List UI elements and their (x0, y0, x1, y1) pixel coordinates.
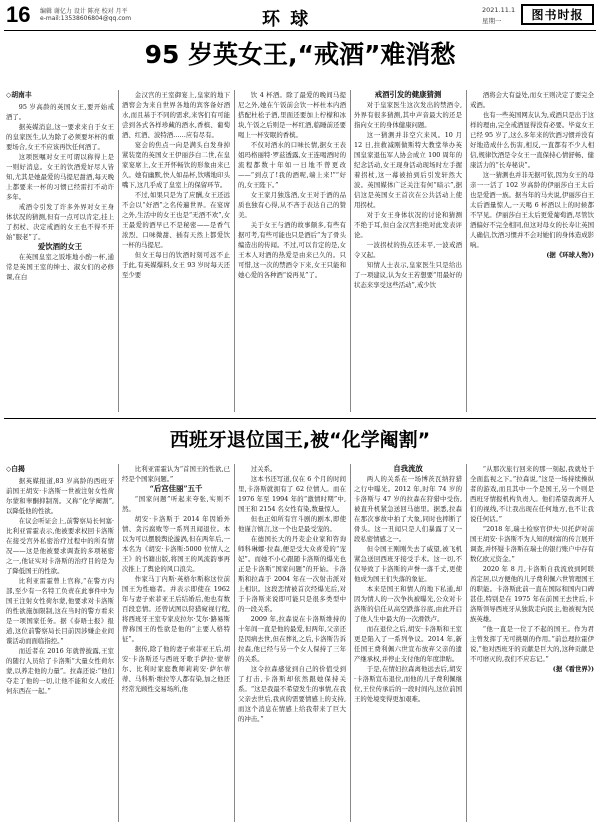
paragraph: 宴会的焦点一向是满头白发身掉紧装宽的英国女王伊丽莎白二世,在皇家宴席上,女王开怀畅饮的形象由来已久。她有幽默,快人如品杯,饮嗜地印头嘴下,这几乎成了皇室上的保留环节。 (122, 141, 230, 189)
article2-column-5 (470, 464, 594, 822)
column-divider (118, 90, 119, 412)
paragraph: 于是,在情妇拉森离他远去后,胡安·卡洛斯宣布退位,而他的儿子费利佩继位,王位传承后的一段时间内,这位前国王的处境变得更加艰难。 (354, 665, 462, 703)
paragraph: “国家问题”听起来夸张,实则不然。 (122, 495, 230, 513)
paragraph: 但女王每日的饮酒时刻可远不止于此,有英媒爆料,女王 93 岁时每天还至少要 (122, 251, 230, 279)
article2-column-2 (122, 464, 230, 822)
paragraph: 95 岁高龄的英国女王,要开始戒酒了。 (6, 103, 114, 121)
paragraph: 知情人士表示,皇家医生只是给出了一项建议,认为女王若想要“用最好的状态来享受这些活动”,戒少饮 (354, 261, 462, 289)
paragraph: 对于女王身体状况的讨论和猜测不绝于耳,但白金汉宫拒绝对此发表评论。 (354, 211, 462, 239)
column-divider (466, 90, 467, 412)
column-divider (466, 464, 467, 822)
paragraph: 也有一些英国网友认为,戒酒只是出于这样的理由,完全戒酒显得没有必要。毕竟女王已经 95 岁了,这么多年来的饮酒习惯并没有好地造成什么伤害,相反,一直都有不少人相信,规律饮酒是令女王一直保持心情舒畅、健康活力的“长寿秘诀”。 (470, 111, 594, 169)
paragraph: 据英媒报道,83 岁高龄的西班牙前国王胡安·卡洛斯一世被注射女性荷尔蒙和睾酮抑制剂。又称“化学阉割”,以降低他的性欲。 (6, 477, 114, 515)
paragraph: 金汉宫的王室御宴上,皇家的地下酒窖会为来自世界各地的宾客备好酒水,而且基于不同的需求,来客们有可能尝到各式各样珍藏的酒水,香槟、葡萄酒、红酒、波特酒……应有尽有。 (122, 91, 230, 139)
paragraph: 而近者在 2016 年就曾披露,王室的随行人员给了卡洛斯“大量女性荷尔蒙,以养走他的力量”。拉森还说:“他们夺走了他的一切,让他不能和女人或任何东西在一起。” (6, 647, 114, 695)
paragraph: 在德国长大的丹麦企业家和咨询师科琳娜·拉森,便是受大众喜爱的“宠妃”。而她不小心跟随卡洛斯的爆光也正是卡洛斯“国家问题”的开始。卡洛斯和拉森于 2004 年在一次射击派对上相识。这段恋情被首次经爆光后,对于卡洛斯来说即可能只是很多类型中的一段关系。 (238, 535, 346, 613)
paragraph: 这一猜测也并非无据可依,因为女王的母亲一一活了 102 岁高龄的伊丽莎白王太后也是爱酒一族。据当年的马夫说,伊丽莎白王太后酒量惊人,一天喝 6 杯酒以上的时候都不罕见。伊丽莎白王太后更爱葡萄酒,尽管饮酒偏好不完全相同,但这对母女的长寿让英国人确信,饮酒习惯并不会对她们的身体造成影响。 (470, 171, 594, 249)
editor-info: 编辑 谢亿力 设计 陈亮 校对 月平 (40, 8, 128, 15)
article1-subheading-2: 戒酒引发的健康猜测 (374, 90, 442, 99)
paragraph: 本来是国王和情人的地下私通,却因为情人的一次争执被曝光,公众对卡洛斯的信任从高空跌落谷底,由此开启了他人生中最大的一次滑铁卢。 (354, 585, 462, 623)
paragraph: 在英国皇室之饭堆地小酌一杯,通常是英国王室的绅士、淑女们的必修课,在白 (6, 253, 114, 281)
article2-source: (据《看世界》) (552, 665, 594, 673)
paragraph: 对于皇家医生这次发出的禁酒令,外界有很多猜测,其中声音最大的还是指向女王的身体健康问题。 (354, 101, 462, 129)
article2-subheading-1: “后宫佳丽”五千 (149, 484, 203, 493)
newspaper-name: 图书时报 (531, 8, 584, 22)
paragraph: 这项医嘱对女王可谓以称得上是一则好消息。女王的饮酒爱好尽人皆知,尤其是她最爱的马提尼甜酒,每天晚上都要来一杯的习惯已经雷打不动许多年。 (6, 153, 114, 201)
paragraph: 女王家月独选酒,女王对于酒的品质也独有心得,从不吝于表达自己的赞美。 (238, 191, 346, 219)
section-title: 环 球 (262, 9, 311, 30)
article1-byline: ◇胡南丰 (6, 91, 32, 99)
paragraph: 在议会听证会上,前警察局长何塞·比利亚雷霍表示,他被要求权回卡洛斯在接受宫外私密治疗过程中的所有情况——这是他被要求调查的多项秘密之一,他证实对卡洛斯的治疗目的是为了降低国王的性欲。 (6, 517, 114, 575)
issue-weekday: 星期一 (482, 17, 502, 25)
article2-column-4 (354, 464, 462, 822)
article1-column-3 (238, 90, 346, 410)
paragraph: 据英媒消息,这一要求来自于女王的皇家医生,认为除了必须要坏杯的重要场合,女王不应该再饮任何酒了。 (6, 123, 114, 151)
paragraph: 酒将会大有益处,而女王则决定了要完全戒酒。 (470, 91, 594, 109)
header-rule (4, 30, 596, 31)
column-divider (234, 90, 235, 412)
paragraph: 比利亚雷霍认为“首国王的性欲,已经是个国家问题。” (122, 465, 230, 483)
column-divider (350, 90, 351, 412)
paragraph: 戒酒令引发了许多外界对女王身体状况的猜测,但有一点可以肯定,挂上了拐杖、决定戒酒的女王也不得不开始“服老”了。 (6, 203, 114, 241)
paragraph: 据传,除了他的妻子索菲亚王后,胡安·卡洛斯还与西班牙歌手萨拉·蒙蒂尔、比利时家庭教师莉莉安·萨尔蒂蒂、马科斯·维拉等人都有染,加之他还经常光顾性交易场所,他 (122, 645, 230, 693)
page-number: 16 (6, 2, 31, 27)
paragraph: “从那次旅行回来的那一刻起,我就处于全面监视之下。”拉森说,“这是一场持续操纵者的游戏,而且其中一个是国王,另一个则是西班牙情报机构负责人。他们希望我离开人们的视线,不让我出现在任何地方,也不让我说任何话。” (470, 465, 594, 523)
article-separator (4, 418, 596, 419)
paragraph: 但也正如所有宫斗剧的剧本,即使他谨言慎言,这一个也是最受宠的。 (238, 515, 346, 533)
article1-source: (据《环球人物》) (546, 251, 594, 259)
article1-headline: 95 岁英女王,“戒酒”难消愁 (144, 40, 456, 69)
issue-date: 2021.11.1 (482, 6, 516, 14)
paragraph: 胡安·卡洛斯于 2014 年因婚外情、贪污腐败等一系列丑闻退位。本以为可以摆脱舆论漩涡,但在两年后,一本名为《胡安·卡洛斯:5000 位情人之王》的书籍出版,将国王的风流韵事再次推上了舆论的风口浪尖。 (122, 515, 230, 573)
editor-email: e-mail:13538606804@qq.com (40, 15, 132, 22)
article2-headline: 西班牙退位国王,被“化学阉割” (169, 429, 431, 451)
article1-column-2 (122, 90, 230, 410)
article2-byline: ◇白揭 (6, 465, 25, 473)
paragraph: “他一直是一位了不起的国王。作为君主曾发挥了无可挑剔的作用。”前总理拉霍伊说,“他对西班牙的贡献是巨大的,这种贡献是不可磨灭的,我们不应忘记。” (470, 625, 594, 663)
paragraph: 这一猜测并非空穴来风。10 月 12 日,拄救减刚做斯特大教堂举办英国皇家退伍军人协会成立 100 周年的纪念活动,女王现身活动现场时左手握着拐杖,这一幕被拍到后引发轩然大波。英国媒体广泛关注有何“暗示”,据信这是英国女王首次在公共活动上使用拐杖。 (354, 131, 462, 209)
newspaper-logo (521, 4, 594, 25)
column-divider (118, 464, 119, 822)
page-header (0, 0, 600, 30)
paragraph: 2020 年 8 月,卡洛斯自我流放到阿联酋定居,以方便他的儿子费利佩六世管理国王的职能。卡洛斯此前一直在国际和国内口碑甚佳,特别是在 1975 年在前国王去世后,卡洛斯领导西班牙从独裁走向民主,他被视为民族英雄。 (470, 565, 594, 623)
paragraph: 两人的关系在一场博茨瓦纳狩猎之行中曝光。2012 年,时年 74 岁的卡洛斯与 47 岁的拉森在狩猎中受伤,被直升机紧急送回马德里。据悉,拉森在那次事故中拍了大象,同时也摔断了骨头。这一丑闻只是人们暴露了又一段私密情感之一。 (354, 475, 462, 543)
paragraph: 作家马丁内斯·英格尔斯称这位前国王为性瘾者。并表示即使在 1962 年与妻子索菲亚王后结婚后,他也有数百段恋情。还曾试图以狩猎窥视行程,将西班牙王室专家皮拉尔·艾尔·路易斯曾称国王的性欲是他的“主要人格特征”。 (122, 575, 230, 643)
column-divider (234, 464, 235, 822)
paragraph: 而在退位之后,胡安·卡洛斯和王室更是陷入了一系列争议。2014 年,新任国王费利佩六世宣布放弃父亲的遗产继承权,并停止支付他的年度津贴。 (354, 625, 462, 663)
article1-column-4 (354, 90, 462, 410)
column-divider (350, 464, 351, 822)
paragraph: 但令国王刚刚失去了威望,被飞机紧急送回西班牙接受手术。这一切,不仅导致了卡洛斯的声誉一落千丈,更使他成为国王们失落的象征。 (354, 545, 462, 583)
paragraph: 不仅对酒水的口味长情,据女王表姐玛格丽特·罗兹透露,女王连喝酒时的流程都数十年如一日地不曾更改——“到点了!我的酒呢,端上来!”“好的,女王陛下。” (238, 141, 346, 189)
paragraph: 比利亚雷霍曾上官称,“在警方内部,至少有一名特工负责在此事件中为国王注射女性荷尔蒙,他要求对卡洛斯的性欲施加限制,这在当时的警方看来是一项国家任务。据《泰晤士报》报道,这位前警察局长目前因涉嫌企业间谍活动而面临指控。” (6, 577, 114, 645)
paragraph: 不过,如果只是为了应酬,女王还远不会以“好酒”之名传遍世界。在宴席之外,生活中的女王也是“无酒不欢”,女王最爱的酒早已不是秘密——是香气浓烈、口味微甜、插有天然上都爱饮一杯的马提尼。 (122, 191, 230, 249)
article1-column-5 (470, 90, 594, 410)
paragraph: 过关系。 (250, 465, 277, 473)
article1-subheading-1: 爱饮酒的女王 (37, 242, 83, 251)
paragraph: 饮 4 杯酒。除了最爱的晚间马提尼之外,她在午饭前会饮一杯杜本内酒搭配杜松子酒,里面还要加上柠檬和冰块,午饭之后则是一杯红酒,临睡前还要喝上一杯安眠的香槟。 (238, 91, 346, 139)
paragraph: 一波拐杖的热点还未平,一波戒酒令又起。 (354, 241, 462, 259)
paragraph: “2018 年,瑞士检察官伊夫·贝托萨对前国王胡安·卡洛斯不为人知的财富的传言展开调查,并怀疑卡洛斯在瑞士的银行账户中存有数亿欧元资金。” (470, 525, 594, 563)
paragraph: 这令拉森感觉到自己的价值受到了打击,卡洛斯却依然跟她保持关系。“这是我最不希望发生的事情,在我父亲去世后,我真的需要情感上的支持,而这个消息在情感上给我带来了巨大的冲击。” (238, 665, 346, 723)
paragraph: 2009 年,拉森说在卡洛斯维持的十年间一直是他的最爱,但两年,父亲还是因病去世,但在葬礼之后,卡洛斯告诉拉森,他已经与另一个女人保持了三年的关系。 (238, 615, 346, 663)
article2-column-1 (6, 464, 114, 822)
article2-subheading-2: 自我流放 (393, 464, 423, 473)
paragraph: 关于女王与酒的故事颇多,有些有据可考,有些可能也只是酒后“为了骨头编造出的传闻。不过,可以肯定的是,女王本人对酒的热爱是由来已久的。只可惜,这一次的禁酒令下来,女王只能和她心爱的各种酒“说再见”了。 (238, 221, 346, 279)
article1-column-1 (6, 90, 114, 410)
article2-column-3 (238, 464, 346, 822)
paragraph: 这本书还写道,仅在 6 个月的时间里,卡洛斯就拥有了 62 位情人。而在 1976 年至 1994 年的“激情时期”中,国王和 2154 名女性有染,数量惊人。 (238, 475, 346, 513)
